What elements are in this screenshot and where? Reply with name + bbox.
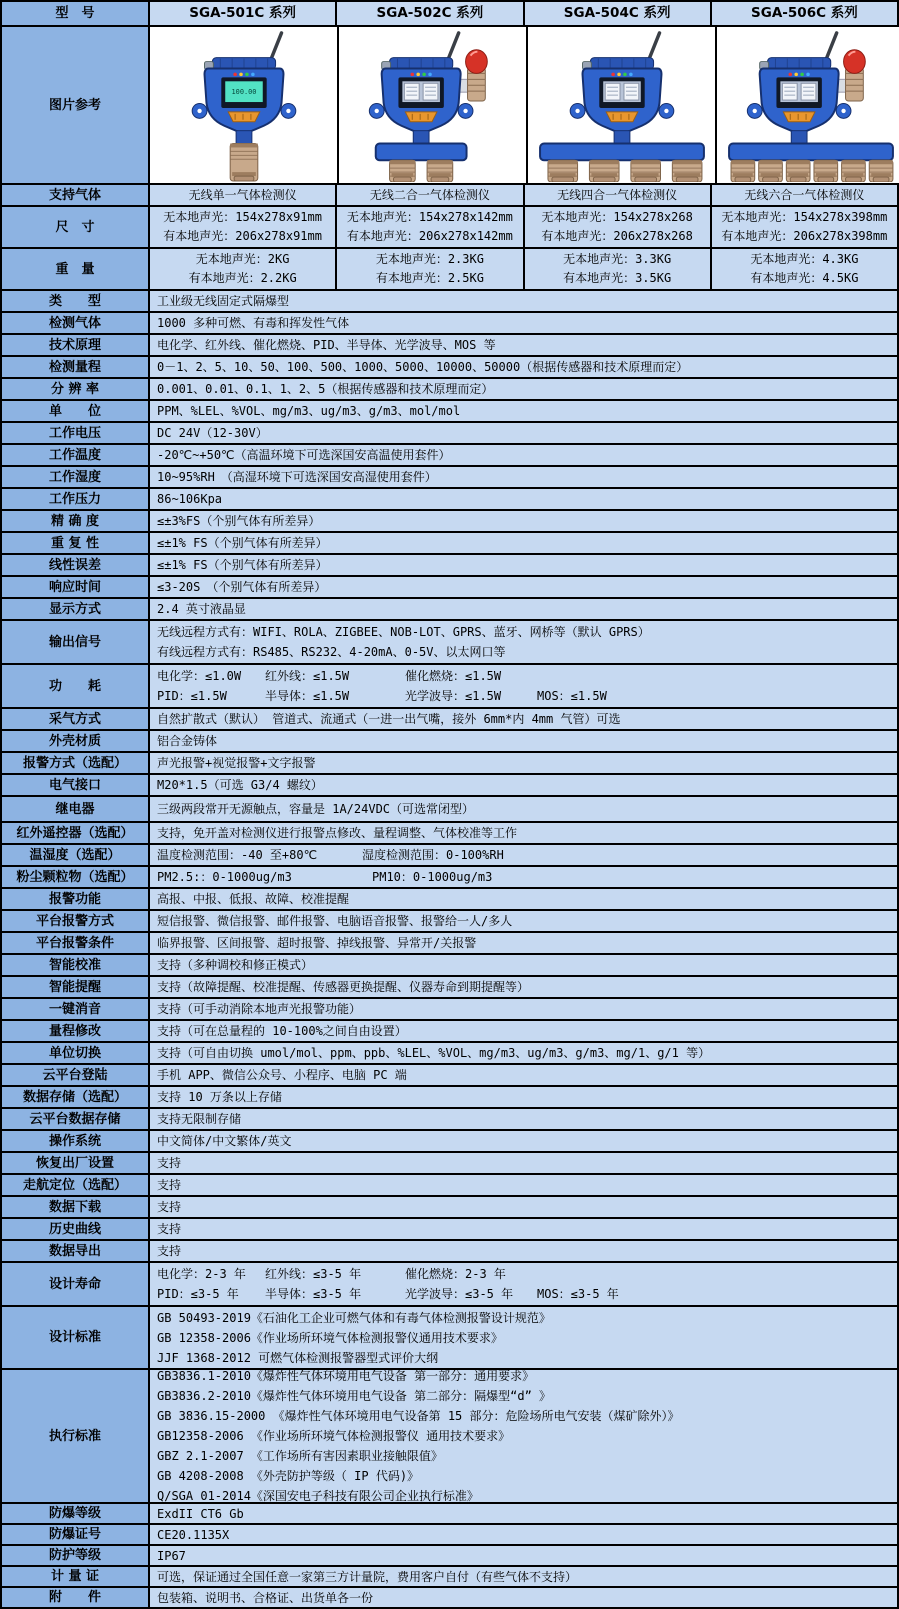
row-linearity-content xyxy=(150,555,897,575)
spec-line: 声光报警+视觉报警+文字报警 xyxy=(157,756,316,770)
spec-line: 电化学、红外线、催化燃烧、PID、半导体、光学波导、MOS 等 xyxy=(157,338,496,352)
row-temp xyxy=(2,443,897,465)
spec-line: 临界报警、区间报警、超时报警、掉线报警、异常开/关报警 xyxy=(157,936,477,950)
spec-segment-line xyxy=(157,1284,890,1304)
row-factory-reset-label: 恢复出厂设置 xyxy=(2,1153,150,1173)
row-gas-detect-label: 检测气体 xyxy=(2,313,150,333)
row-range-label: 检测量程 xyxy=(2,357,150,377)
size-row-line: 有本地声光：206x278x268 xyxy=(541,229,693,243)
spec-line: GB12358-2006 《作业场所环境气体检测报警仪 通用技术要求》 xyxy=(157,1429,511,1443)
row-exec-standard-label: 执行标准 xyxy=(2,1370,150,1502)
row-repeatability-label: 重 复 性 xyxy=(2,533,150,553)
spec-line: GB 4208-2008 《外壳防护等级（ IP 代码)》 xyxy=(157,1469,420,1483)
row-dust-label: 粉尘颗粒物（选配） xyxy=(2,867,150,887)
spec-segment: 电化学：≤1.0W xyxy=(157,669,242,683)
row-platform-alarm-mode xyxy=(2,909,897,931)
row-relay-content xyxy=(150,797,897,821)
model-header-cols xyxy=(150,2,897,25)
product-image-sga-506c xyxy=(717,27,899,183)
row-principle xyxy=(2,333,897,355)
svg-text:100.00: 100.00 xyxy=(231,88,257,97)
row-response-time-label: 响应时间 xyxy=(2,577,150,597)
size-row-cell-1 xyxy=(337,207,524,247)
spec-line: GB 12358-2006《作业场所环境气体检测报警仪通用技术要求》 xyxy=(157,1330,503,1345)
row-explosion-class xyxy=(2,1502,897,1523)
row-accuracy xyxy=(2,509,897,531)
spec-segment-line xyxy=(157,666,890,686)
row-unit-label: 单 位 xyxy=(2,401,150,421)
model-name-2: SGA-504C 系列 xyxy=(525,2,712,25)
row-unit xyxy=(2,399,897,421)
row-housing-content xyxy=(150,731,897,751)
row-relay-label: 继电器 xyxy=(2,797,150,821)
row-power-label: 功 耗 xyxy=(2,665,150,707)
weight-row-cell-1 xyxy=(337,249,524,289)
row-os-label: 操作系统 xyxy=(2,1131,150,1151)
row-cloud-storage-label: 云平台数据存储 xyxy=(2,1109,150,1129)
image-row xyxy=(2,25,897,183)
row-platform-alarm-condition xyxy=(2,931,897,953)
spec-segment: 光学波导：≤3-5 年 xyxy=(405,1287,514,1301)
row-mute-content xyxy=(150,999,897,1019)
spec-line: 高报、中报、低报、故障、校准提醒 xyxy=(157,892,350,906)
row-power xyxy=(2,663,897,707)
weight-row-line: 无本地声光：2KG xyxy=(195,252,290,266)
spec-line: PPM、%LEL、%VOL、mg/m3、ug/m3、g/m3、mol/mol xyxy=(157,404,461,418)
row-linearity-label: 线性误差 xyxy=(2,555,150,575)
row-principle-label: 技术原理 xyxy=(2,335,150,355)
size-row xyxy=(2,205,897,247)
weight-row-line: 有本地声光：2.2KG xyxy=(188,271,297,285)
spec-line: ≤±1% FS（个别气体有所差异） xyxy=(157,536,328,550)
product-image-sga-502c xyxy=(339,27,528,183)
row-alarm-mode-label: 报警方式（选配） xyxy=(2,753,150,773)
weight-row-line: 有本地声光：2.5KG xyxy=(375,271,484,285)
row-alarm-function-content xyxy=(150,889,897,909)
spec-line: 工业级无线固定式隔爆型 xyxy=(157,294,290,308)
row-output-signal xyxy=(2,619,897,663)
spec-segment: MOS：≤1.5W xyxy=(537,689,607,703)
size-row-line: 有本地声光：206x278x142mm xyxy=(346,229,513,243)
row-range-modify-label: 量程修改 xyxy=(2,1021,150,1041)
row-smart-reminder-label: 智能提醒 xyxy=(2,977,150,997)
support-gas-value-3: 无线六合一气体检测仪 xyxy=(744,187,865,202)
row-design-standard xyxy=(2,1305,897,1368)
row-humidity xyxy=(2,465,897,487)
spec-line: JJF 1368-2012 可燃气体检测报警器型式评价大纲 xyxy=(157,1350,439,1365)
spec-segment-line xyxy=(157,1264,890,1284)
spec-line: DC 24V（12-30V） xyxy=(157,426,268,440)
product-image-sga-501c xyxy=(150,27,339,183)
weight-row xyxy=(2,247,897,289)
row-smart-reminder-content xyxy=(150,977,897,997)
size-row-line: 无本地声光：154x278x268 xyxy=(541,210,693,224)
row-history-curve-content xyxy=(150,1219,897,1239)
row-gas-detect xyxy=(2,311,897,333)
row-power-content xyxy=(150,665,897,707)
spec-segment: 红外线：≤3-5 年 xyxy=(265,1267,362,1281)
size-row-line: 无本地声光：154x278x91mm xyxy=(163,210,322,224)
spec-line: 0.001、0.01、0.1、1、2、5（根据传感器和技术原理而定） xyxy=(157,382,494,396)
row-protection-class-label: 防护等级 xyxy=(2,1546,150,1565)
row-voltage-label: 工作电压 xyxy=(2,423,150,443)
spec-line: 1000 多种可燃、有毒和挥发性气体 xyxy=(157,316,350,330)
spec-line: GB 50493-2019《石油化工企业可燃气体和有毒气体检测报警设计规范》 xyxy=(157,1310,551,1325)
row-sampling-label: 采气方式 xyxy=(2,709,150,729)
row-navigation-content xyxy=(150,1175,897,1195)
support-gas-value-0: 无线单一气体检测仪 xyxy=(150,185,337,205)
row-unit-switch-content xyxy=(150,1043,897,1063)
weight-row-label: 重 量 xyxy=(2,249,150,289)
row-platform-alarm-condition-content xyxy=(150,933,897,953)
row-gas-detect-content xyxy=(150,313,897,333)
spec-line: 包装箱、说明书、合格证、出货单各一份 xyxy=(157,1590,374,1605)
spec-line: 无线远程方式有：WIFI、ROLA、ZIGBEE、NOB-LOT、GPRS、蓝牙、网桥等（默认 GPRS） xyxy=(157,625,650,639)
spec-segment: 湿度检测范围：0-100%RH xyxy=(362,848,504,862)
row-resolution-content xyxy=(150,379,897,399)
spec-line: 支持（可自由切换 umol/mol、ppm、ppb、%LEL、%VOL、mg/m3、ug/m3、g/m3、mg/1、g/1 等） xyxy=(157,1046,711,1060)
model-name-0: SGA-501C 系列 xyxy=(150,2,337,25)
row-temp-humidity-content xyxy=(150,845,897,865)
row-mute-label: 一键消音 xyxy=(2,999,150,1019)
support-gas-row xyxy=(2,183,897,205)
row-platform-alarm-mode-content xyxy=(150,911,897,931)
spec-line: 支持（多种调校和修正模式） xyxy=(157,958,314,972)
spec-segment: 催化燃烧：2-3 年 xyxy=(405,1267,506,1281)
support-gas-label: 支持气体 xyxy=(2,185,150,205)
row-pressure xyxy=(2,487,897,509)
image-row-label: 图片参考 xyxy=(2,27,150,183)
row-type xyxy=(2,289,897,311)
row-explosion-class-label: 防爆等级 xyxy=(2,1504,150,1523)
row-display xyxy=(2,597,897,619)
row-alarm-function xyxy=(2,887,897,909)
row-platform-alarm-condition-label: 平台报警条件 xyxy=(2,933,150,953)
row-explosion-cert-content xyxy=(150,1525,897,1544)
spec-line: 支持 10 万条以上存储 xyxy=(157,1090,282,1104)
row-voltage-content xyxy=(150,423,897,443)
spec-line: CE20.1135X xyxy=(157,1527,230,1542)
row-factory-reset-content xyxy=(150,1153,897,1173)
row-platform-alarm-mode-label: 平台报警方式 xyxy=(2,911,150,931)
image-cols xyxy=(150,27,899,183)
size-row-line: 无本地声光：154x278x398mm xyxy=(721,210,888,224)
spec-line: -20℃~+50℃（高温环境下可选深国安高温使用套件） xyxy=(157,448,451,462)
row-smart-reminder xyxy=(2,975,897,997)
spec-segment: 半导体：≤1.5W xyxy=(265,689,350,703)
row-smart-calibration xyxy=(2,953,897,975)
weight-row-line: 无本地声光：4.3KG xyxy=(750,252,859,266)
weight-row-line: 有本地声光：3.5KG xyxy=(563,271,672,285)
row-alarm-mode xyxy=(2,751,897,773)
row-pressure-content xyxy=(150,489,897,509)
row-metrology-cert-content xyxy=(150,1567,897,1586)
row-cloud-login xyxy=(2,1063,897,1085)
row-accessories-label: 附 件 xyxy=(2,1588,150,1607)
row-ir-remote-label: 红外遥控器（选配） xyxy=(2,823,150,843)
row-output-signal-content xyxy=(150,621,897,663)
size-row-cell-2 xyxy=(525,207,712,247)
spec-line: 支持 xyxy=(157,1244,182,1258)
row-exec-standard xyxy=(2,1368,897,1502)
row-resolution xyxy=(2,377,897,399)
row-cloud-login-label: 云平台登陆 xyxy=(2,1065,150,1085)
spec-segment: PID：≤1.5W xyxy=(157,689,227,703)
row-cloud-storage xyxy=(2,1107,897,1129)
spec-line: GB3836.1-2010《爆炸性气体环境用电气设备 第一部分：通用要求》 xyxy=(157,1369,535,1383)
row-display-label: 显示方式 xyxy=(2,599,150,619)
row-response-time xyxy=(2,575,897,597)
row-repeatability-content xyxy=(150,533,897,553)
row-lifetime xyxy=(2,1261,897,1305)
row-explosion-cert xyxy=(2,1523,897,1544)
row-display-content xyxy=(150,599,897,619)
spec-line: 支持 xyxy=(157,1200,182,1214)
row-mute xyxy=(2,997,897,1019)
spec-line: 支持（可在总量程的 10-100%之间自由设置） xyxy=(157,1024,407,1038)
model-name-1: SGA-502C 系列 xyxy=(337,2,524,25)
row-os-content xyxy=(150,1131,897,1151)
row-electrical-interface-content xyxy=(150,775,897,795)
row-smart-calibration-label: 智能校准 xyxy=(2,955,150,975)
spec-line: 自然扩散式（默认） 管道式、流通式（一进一出气嘴，接外 6mm*内 4mm 气管）可选 xyxy=(157,712,621,726)
product-image-sga-504c xyxy=(528,27,717,183)
row-unit-content xyxy=(150,401,897,421)
size-row-cols xyxy=(150,207,897,247)
spec-line: 三级两段常开无源触点，容量是 1A/24VDC（可选常闭型） xyxy=(157,802,475,816)
row-ir-remote-content xyxy=(150,823,897,843)
spec-line: M20*1.5（可选 G3/4 螺纹） xyxy=(157,778,323,792)
row-housing-label: 外壳材质 xyxy=(2,731,150,751)
row-relay xyxy=(2,795,897,821)
row-data-export-label: 数据导出 xyxy=(2,1241,150,1261)
row-lifetime-label: 设计寿命 xyxy=(2,1263,150,1305)
spec-line: ≤3-20S （个别气体有所差异） xyxy=(157,580,327,594)
spec-segment: 红外线：≤1.5W xyxy=(265,669,350,683)
spec-line: 铝合金铸体 xyxy=(157,734,218,748)
row-history-curve-label: 历史曲线 xyxy=(2,1219,150,1239)
spec-segment-line xyxy=(157,686,890,706)
row-sampling xyxy=(2,707,897,729)
spec-segment: MOS：≤3-5 年 xyxy=(537,1287,619,1301)
spec-segment: PM2.5:：0-1000ug/m3 xyxy=(157,870,292,884)
spec-line: 0－1、2、5、10、50、100、500、1000、5000、10000、50000（根据传感器和技术原理而定） xyxy=(157,360,689,374)
row-pressure-label: 工作压力 xyxy=(2,489,150,509)
row-ir-remote xyxy=(2,821,897,843)
row-housing xyxy=(2,729,897,751)
row-voltage xyxy=(2,421,897,443)
row-electrical-interface-label: 电气接口 xyxy=(2,775,150,795)
row-humidity-label: 工作湿度 xyxy=(2,467,150,487)
spec-line: ≤±1% FS（个别气体有所差异） xyxy=(157,558,328,572)
weight-row-cols xyxy=(150,249,897,289)
row-range xyxy=(2,355,897,377)
row-data-storage-label: 数据存储（选配） xyxy=(2,1087,150,1107)
row-repeatability xyxy=(2,531,897,553)
row-design-standard-content xyxy=(150,1307,897,1368)
spec-segment: 电化学：2-3 年 xyxy=(157,1267,246,1281)
row-lifetime-content xyxy=(150,1263,897,1305)
row-accessories-content xyxy=(150,1588,897,1607)
row-alarm-mode-content xyxy=(150,753,897,773)
row-smart-calibration-content xyxy=(150,955,897,975)
spec-segment-line xyxy=(157,867,890,887)
spec-line: GB3836.2-2010《爆炸性气体环境用电气设备 第二部分：隔爆型“d” 》 xyxy=(157,1389,552,1403)
weight-row-cell-2 xyxy=(525,249,712,289)
row-type-label: 类 型 xyxy=(2,291,150,311)
row-accuracy-content xyxy=(150,511,897,531)
spec-line: IP67 xyxy=(157,1548,186,1563)
row-electrical-interface xyxy=(2,773,897,795)
row-accuracy-label: 精 确 度 xyxy=(2,511,150,531)
row-factory-reset xyxy=(2,1151,897,1173)
size-row-line: 无本地声光：154x278x142mm xyxy=(346,210,513,224)
spec-line: ≤±3%FS（个别气体有所差异） xyxy=(157,514,321,528)
spec-line: 10~95%RH （高湿环境下可选深国安高湿使用套件） xyxy=(157,470,437,484)
spec-segment: PM10：0-1000ug/m3 xyxy=(372,870,493,884)
row-temp-humidity-label: 温湿度（选配） xyxy=(2,845,150,865)
support-gas-cols xyxy=(150,185,897,205)
spec-line: 2.4 英寸液晶显 xyxy=(157,602,246,616)
size-row-cell-3 xyxy=(712,207,897,247)
spec-line: GBZ 2.1-2007 《工作场所有害因素职业接触限值》 xyxy=(157,1449,443,1463)
spec-line: 86~106Kpa xyxy=(157,492,223,506)
row-protection-class-content xyxy=(150,1546,897,1565)
spec-line: 支持 xyxy=(157,1178,182,1192)
spec-segment: 光学波导：≤1.5W xyxy=(405,689,502,703)
spec-line: 支持，免开盖对检测仪进行报警点修改、量程调整、气体校准等工作 xyxy=(157,826,518,840)
row-data-download-content xyxy=(150,1197,897,1217)
row-alarm-function-label: 报警功能 xyxy=(2,889,150,909)
row-data-storage-content xyxy=(150,1087,897,1107)
row-resolution-label: 分 辨 率 xyxy=(2,379,150,399)
spec-segment: 催化燃烧：≤1.5W xyxy=(405,669,502,683)
spec-line: 有线远程方式有：RS485、RS232、4-20mA、0-5V、以太网口等 xyxy=(157,645,506,659)
row-data-download-label: 数据下载 xyxy=(2,1197,150,1217)
spec-line: 支持 xyxy=(157,1156,182,1170)
row-data-export xyxy=(2,1239,897,1261)
row-principle-content xyxy=(150,335,897,355)
row-temp-humidity xyxy=(2,843,897,865)
row-explosion-class-content xyxy=(150,1504,897,1523)
row-cloud-storage-content xyxy=(150,1109,897,1129)
row-unit-switch xyxy=(2,1041,897,1063)
row-data-storage xyxy=(2,1085,897,1107)
row-protection-class xyxy=(2,1544,897,1565)
row-explosion-cert-label: 防爆证号 xyxy=(2,1525,150,1544)
weight-row-line: 无本地声光：2.3KG xyxy=(375,252,484,266)
row-data-export-content xyxy=(150,1241,897,1261)
spec-line: 可选，保证通过全国任意一家第三方计量院，费用客户自付（有些气体不支持） xyxy=(157,1569,578,1584)
row-output-signal-label: 输出信号 xyxy=(2,621,150,663)
model-header-row xyxy=(2,2,897,25)
spec-line: 短信报警、微信报警、邮件报警、电脑语音报警、报警给一人/多人 xyxy=(157,914,513,928)
weight-row-cell-3 xyxy=(712,249,897,289)
row-range-modify xyxy=(2,1019,897,1041)
row-dust-content xyxy=(150,867,897,887)
spec-segment: PID：≤3-5 年 xyxy=(157,1287,239,1301)
size-row-cell-0 xyxy=(150,207,337,247)
spec-line: 支持（故障提醒、校准提醒、传感器更换提醒、仪器寿命到期提醒等） xyxy=(157,980,530,994)
size-row-line: 有本地声光：206x278x398mm xyxy=(721,229,888,243)
row-navigation-label: 走航定位（选配） xyxy=(2,1175,150,1195)
row-metrology-cert xyxy=(2,1565,897,1586)
size-row-label: 尺 寸 xyxy=(2,207,150,247)
row-metrology-cert-label: 计 量 证 xyxy=(2,1567,150,1586)
spec-line: 支持（可手动消除本地声光报警功能） xyxy=(157,1002,362,1016)
spec-line: Q/SGA 01-2014《深国安电子科技有限公司企业执行标准》 xyxy=(157,1489,479,1503)
row-linearity xyxy=(2,553,897,575)
size-row-line: 有本地声光：206x278x91mm xyxy=(163,229,322,243)
row-os xyxy=(2,1129,897,1151)
spec-line: 支持 xyxy=(157,1222,182,1236)
row-range-content xyxy=(150,357,897,377)
support-gas-value-2: 无线四合一气体检测仪 xyxy=(525,185,712,205)
row-data-download xyxy=(2,1195,897,1217)
model-name-3: SGA-506C 系列 xyxy=(751,5,858,21)
support-gas-value-1: 无线二合一气体检测仪 xyxy=(337,185,524,205)
row-response-time-content xyxy=(150,577,897,597)
spec-line: 支持无限制存储 xyxy=(157,1112,242,1126)
row-type-content xyxy=(150,291,897,311)
row-temp-content xyxy=(150,445,897,465)
row-range-modify-content xyxy=(150,1021,897,1041)
row-cloud-login-content xyxy=(150,1065,897,1085)
spec-line: 中文简体/中文繁体/英文 xyxy=(157,1134,292,1148)
row-humidity-content xyxy=(150,467,897,487)
spec-line: 手机 APP、微信公众号、小程序、电脑 PC 端 xyxy=(157,1068,407,1082)
weight-row-cell-0 xyxy=(150,249,337,289)
spec-line: ExdII CT6 Gb xyxy=(157,1506,244,1521)
spec-segment-line xyxy=(157,845,890,865)
row-dust xyxy=(2,865,897,887)
weight-row-line: 无本地声光：3.3KG xyxy=(563,252,672,266)
row-navigation xyxy=(2,1173,897,1195)
weight-row-line: 有本地声光：4.5KG xyxy=(750,271,859,285)
spec-segment: 半导体：≤3-5 年 xyxy=(265,1287,362,1301)
row-history-curve xyxy=(2,1217,897,1239)
row-sampling-content xyxy=(150,709,897,729)
row-design-standard-label: 设计标准 xyxy=(2,1307,150,1368)
spec-line: GB 3836.15-2000 《爆炸性气体环境用电气设备第 15 部分：危险场所电气安装（煤矿除外）》 xyxy=(157,1409,680,1423)
row-exec-standard-content xyxy=(150,1370,897,1502)
spec-segment: 温度检测范围：-40 至+80℃ xyxy=(157,848,318,862)
row-unit-switch-label: 单位切换 xyxy=(2,1043,150,1063)
model-header-label: 型 号 xyxy=(2,2,150,25)
row-temp-label: 工作温度 xyxy=(2,445,150,465)
